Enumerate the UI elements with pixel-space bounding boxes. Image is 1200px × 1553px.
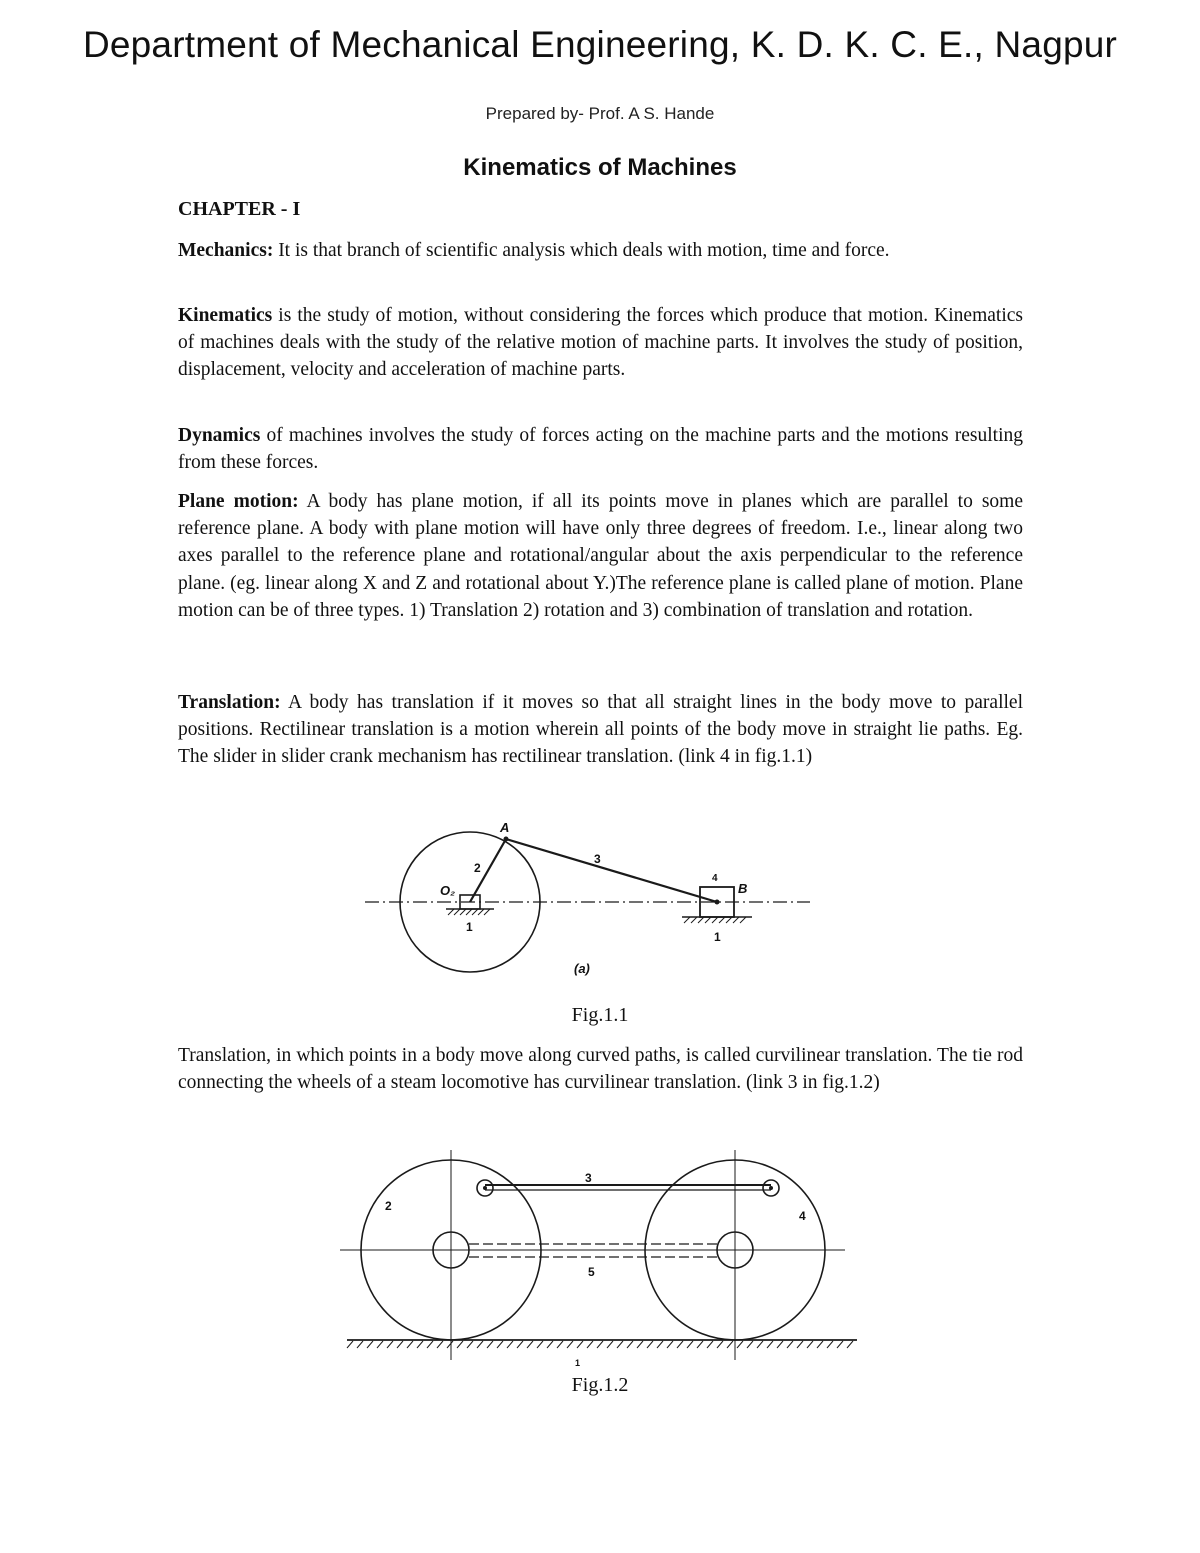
label-link-5: 5 <box>588 1265 595 1279</box>
label-b: B <box>738 881 748 896</box>
label-link-2: 2 <box>474 861 481 875</box>
label-link-1b: 1 <box>714 930 721 944</box>
label-link-2: 2 <box>385 1199 392 1213</box>
paragraph-kinematics <box>178 302 1023 384</box>
paragraph-curvilinear <box>178 1042 1023 1096</box>
ground-hatch-left <box>448 909 490 915</box>
document-title: Kinematics of Machines <box>463 154 737 181</box>
label-link-1: 1 <box>575 1358 581 1368</box>
term-dynamics: Dynamics <box>178 425 261 446</box>
label-a: A <box>500 820 510 835</box>
page-header: Department of Mechanical Engineering, K. D. K. C. E., Nagpur <box>82 24 1118 65</box>
label-link-1a: 1 <box>466 920 473 934</box>
chapter-heading: CHAPTER - I <box>178 198 301 220</box>
paragraph-plane-motion <box>178 488 1023 624</box>
paragraph-text: Translation, in which points in a body move along curved paths, is called curvilinear translation. The tie rod connecting the wheels of a steam locomotive has curvilinear translation. (link 3 in fig.1.2) <box>178 1045 1023 1094</box>
figure-caption-1-2: Fig.1.2 <box>571 1374 629 1396</box>
label-link-3: 3 <box>585 1171 592 1185</box>
figure-locomotive-wheels <box>335 1140 865 1370</box>
ground-hatch-right <box>684 917 746 923</box>
paragraph-text: A body has translation if it moves so that all straight lines in the body move to parallel positions. Rectilinear translation is a motion wherein all points of the body move in straight lie paths. Eg. The slider in slider crank mechanism has rectilinear translation. (link 4 in fig.1.1) <box>178 692 1023 768</box>
label-link-3: 3 <box>594 852 601 866</box>
paragraph-text: is the study of motion, without considering the forces which produce that motion. Kinematics of machines deals with the study of the relative motion of machine parts. It involves the study of position, displacement, velocity and acceleration of machine parts. <box>178 305 1023 381</box>
paragraph-mechanics <box>178 237 1023 264</box>
paragraph-text: of machines involves the study of forces acting on the machine parts and the motions resulting from these forces. <box>178 425 1023 474</box>
figure-caption-1-1: Fig.1.1 <box>571 1004 629 1026</box>
ground-hatch <box>347 1341 853 1348</box>
paragraph-translation <box>178 689 1023 771</box>
prepared-by: Prepared by- Prof. A S. Hande <box>485 104 715 123</box>
paragraph-text: It is that branch of scientific analysis which deals with motion, time and force. <box>273 240 890 261</box>
paragraph-dynamics <box>178 422 1023 476</box>
pin-b <box>715 900 720 905</box>
label-link-4: 4 <box>799 1209 806 1223</box>
connecting-rod-link-3 <box>506 839 717 902</box>
term-mechanics: Mechanics: <box>178 240 274 261</box>
label-link-4: 4 <box>712 873 718 884</box>
term-translation: Translation: <box>178 692 281 713</box>
figure-slider-crank <box>360 815 820 995</box>
pin-a <box>504 837 509 842</box>
label-sub-a: (a) <box>574 961 590 976</box>
label-o2: O₂ <box>440 883 456 898</box>
term-kinematics: Kinematics <box>178 305 273 326</box>
term-plane-motion: Plane motion: <box>178 491 299 512</box>
paragraph-text: A body has plane motion, if all its points move in planes which are parallel to some reference plane. A body with plane motion will have only three degrees of freedom. I.e., linear along two axes parallel to the reference plane and rotational/angular about the axis perpendicular to the reference plane. (eg. linear along X and Z and rotational about Y.)The reference plane is called plane of motion. Plane motion can be of three types. 1) Translation 2) rotation and 3) combination of translation and rotation. <box>178 491 1023 621</box>
